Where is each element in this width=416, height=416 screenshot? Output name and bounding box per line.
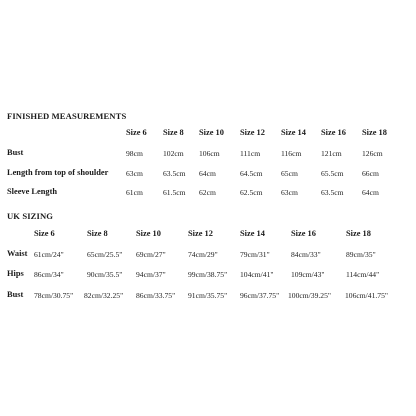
uk-cell: 104cm/41": [240, 270, 274, 279]
finished-size-header: Size 10: [199, 128, 224, 137]
finished-size-header: Size 6: [126, 128, 147, 137]
uk-size-header: Size 8: [87, 229, 108, 238]
finished-size-header: Size 14: [281, 128, 306, 137]
finished-row-label: Length from top of shoulder: [7, 168, 109, 177]
finished-cell: 62cm: [199, 188, 216, 197]
finished-row-label: Bust: [7, 148, 24, 157]
uk-row-label: Waist: [7, 249, 28, 258]
uk-cell: 79cm/31": [240, 250, 270, 259]
uk-size-header: Size 16: [291, 229, 316, 238]
uk-cell: 86cm/34": [34, 270, 64, 279]
finished-size-header: Size 18: [362, 128, 387, 137]
uk-cell: 84cm/33": [291, 250, 321, 259]
finished-cell: 64.5cm: [240, 169, 263, 178]
uk-cell: 109cm/43": [291, 270, 325, 279]
uk-cell: 82cm/32.25": [84, 291, 124, 300]
uk-cell: 69cm/27": [136, 250, 166, 259]
finished-cell: 111cm: [240, 149, 261, 158]
uk-cell: 100cm/39.25": [288, 291, 331, 300]
uk-size-header: Size 18: [346, 229, 371, 238]
finished-cell: 65cm: [281, 169, 298, 178]
finished-cell: 98cm: [126, 149, 143, 158]
uk-row-label: Hips: [7, 269, 24, 278]
uk-cell: 91cm/35.75": [188, 291, 228, 300]
uk-size-header: Size 10: [136, 229, 161, 238]
finished-size-header: Size 12: [240, 128, 265, 137]
finished-cell: 116cm: [281, 149, 302, 158]
uk-cell: 94cm/37": [136, 270, 166, 279]
finished-cell: 64cm: [362, 188, 379, 197]
uk-cell: 65cm/25.5": [87, 250, 123, 259]
finished-cell: 61.5cm: [163, 188, 186, 197]
uk-cell: 96cm/37.75": [240, 291, 280, 300]
uk-cell: 61cm/24": [34, 250, 64, 259]
finished-cell: 62.5cm: [240, 188, 263, 197]
finished-cell: 61cm: [126, 188, 143, 197]
finished-cell: 63cm: [126, 169, 143, 178]
uk-size-header: Size 14: [240, 229, 265, 238]
finished-cell: 64cm: [199, 169, 216, 178]
uk-size-header: Size 12: [188, 229, 213, 238]
finished-row-label: Sleeve Length: [7, 187, 58, 196]
finished-cell: 65.5cm: [321, 169, 344, 178]
finished-cell: 66cm: [362, 169, 379, 178]
uk-cell: 114cm/44": [346, 270, 380, 279]
uk-cell: 89cm/35": [346, 250, 376, 259]
uk-heading: UK SIZING: [7, 211, 54, 221]
finished-cell: 63cm: [281, 188, 298, 197]
uk-size-header: Size 6: [34, 229, 55, 238]
uk-cell: 99cm/38.75": [188, 270, 228, 279]
finished-cell: 102cm: [163, 149, 184, 158]
finished-size-header: Size 16: [321, 128, 346, 137]
uk-cell: 86cm/33.75": [136, 291, 176, 300]
finished-cell: 121cm: [321, 149, 342, 158]
finished-size-header: Size 8: [163, 128, 184, 137]
finished-cell: 63.5cm: [321, 188, 344, 197]
uk-cell: 106cm/41.75": [345, 291, 388, 300]
finished-heading: FINISHED MEASUREMENTS: [7, 111, 127, 121]
uk-cell: 90cm/35.5": [87, 270, 123, 279]
finished-cell: 63.5cm: [163, 169, 186, 178]
uk-cell: 78cm/30.75": [34, 291, 74, 300]
finished-cell: 126cm: [362, 149, 383, 158]
uk-row-label: Bust: [7, 290, 24, 299]
uk-cell: 74cm/29": [188, 250, 218, 259]
finished-cell: 106cm: [199, 149, 220, 158]
